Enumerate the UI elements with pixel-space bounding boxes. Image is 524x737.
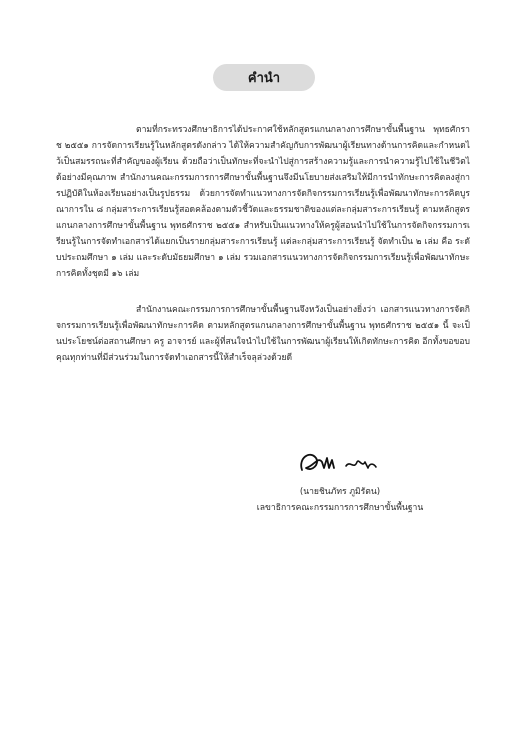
page-title: คำนำ (213, 64, 315, 91)
signatory-name: (นายชินภัทร ภูมิรัตน) (299, 487, 381, 497)
preface-paragraph-1: ตามที่กระทรวงศึกษาธิการได้ประกาศใช้หลักสูตรแกนกลางการศึกษาขั้นพื้นฐาน พุทธศักราช ๒๕๕๑ การจัดการเรียนรู้ในหลักสูตรดังกล่าว ได้ให้ความสำคัญกับการพัฒนาผู้เรียนทางด้านการคิดและกำหนดไว้เป็นสมรรถนะที่สำคัญของผู้เรียน ด้วยถือว่าเป็นทักษะที่จะนำไปสู่การสร้างความรู้และการนำความรู้ไปใช้ในชีวิตได้อย่างมีคุณภาพ สำนักงานคณะกรรมการการศึกษาขั้นพื้นฐานจึงมีนโยบายส่งเสริมให้มีการนำทักษะการคิดลงสู่การปฏิบัติในห้องเรียนอย่างเป็นรูปธรรม ด้วยการจัดทำแนวทางการจัดกิจกรรมการเรียนรู้เพื่อพัฒนาทักษะการคิดบูรณาการใน ๘ กลุ่มสาระการเรียนรู้สอดคล้องตามตัวชี้วัดและธรรมชาติของแต่ละกลุ่มสาระการเรียนรู้ ตามหลักสูตรแกนกลางการศึกษาขั้นพื้นฐาน พุทธศักราช ๒๕๕๑ สำหรับเป็นแนวทางให้ครูผู้สอนนำไปใช้ในการจัดกิจกรรมการเรียนรู้ในการจัดทำเอกสารได้แยกเป็นรายกลุ่มสาระการเรียนรู้ แต่ละกลุ่มสาระการเรียนรู้ จัดทำเป็น ๒ เล่ม คือ ระดับประถมศึกษา ๑ เล่ม และระดับมัธยมศึกษา ๑ เล่ม รวมเอกสารแนวทางการจัดกิจกรรมการเรียนรู้เพื่อพัฒนาทักษะการคิดทั้งชุดมี ๑๖ เล่ม (56, 125, 470, 279)
signature-image (296, 446, 386, 484)
preface-paragraph-2: สำนักงานคณะกรรมการการศึกษาขั้นพื้นฐานจึงหวังเป็นอย่างยิ่งว่า เอกสารแนวทางการจัดกิจกรรมการเรียนรู้เพื่อพัฒนาทักษะการคิด ตามหลักสูตรแกนกลางการศึกษาขั้นพื้นฐาน พุทธศักราช ๒๕๕๑ นี้ จะเป็นประโยชน์ต่อสถานศึกษา ครู อาจารย์ และผู้ที่สนใจนำไปใช้ในการพัฒนาผู้เรียนให้เกิดทักษะการคิด อีกทั้งขอขอบคุณทุกท่านที่มีส่วนร่วมในการจัดทำเอกสารนี้ให้สำเร็จลุล่วงด้วยดี (56, 305, 470, 363)
signatory-position: เลขาธิการคณะกรรมการการศึกษาขั้นพื้นฐาน (256, 503, 424, 513)
